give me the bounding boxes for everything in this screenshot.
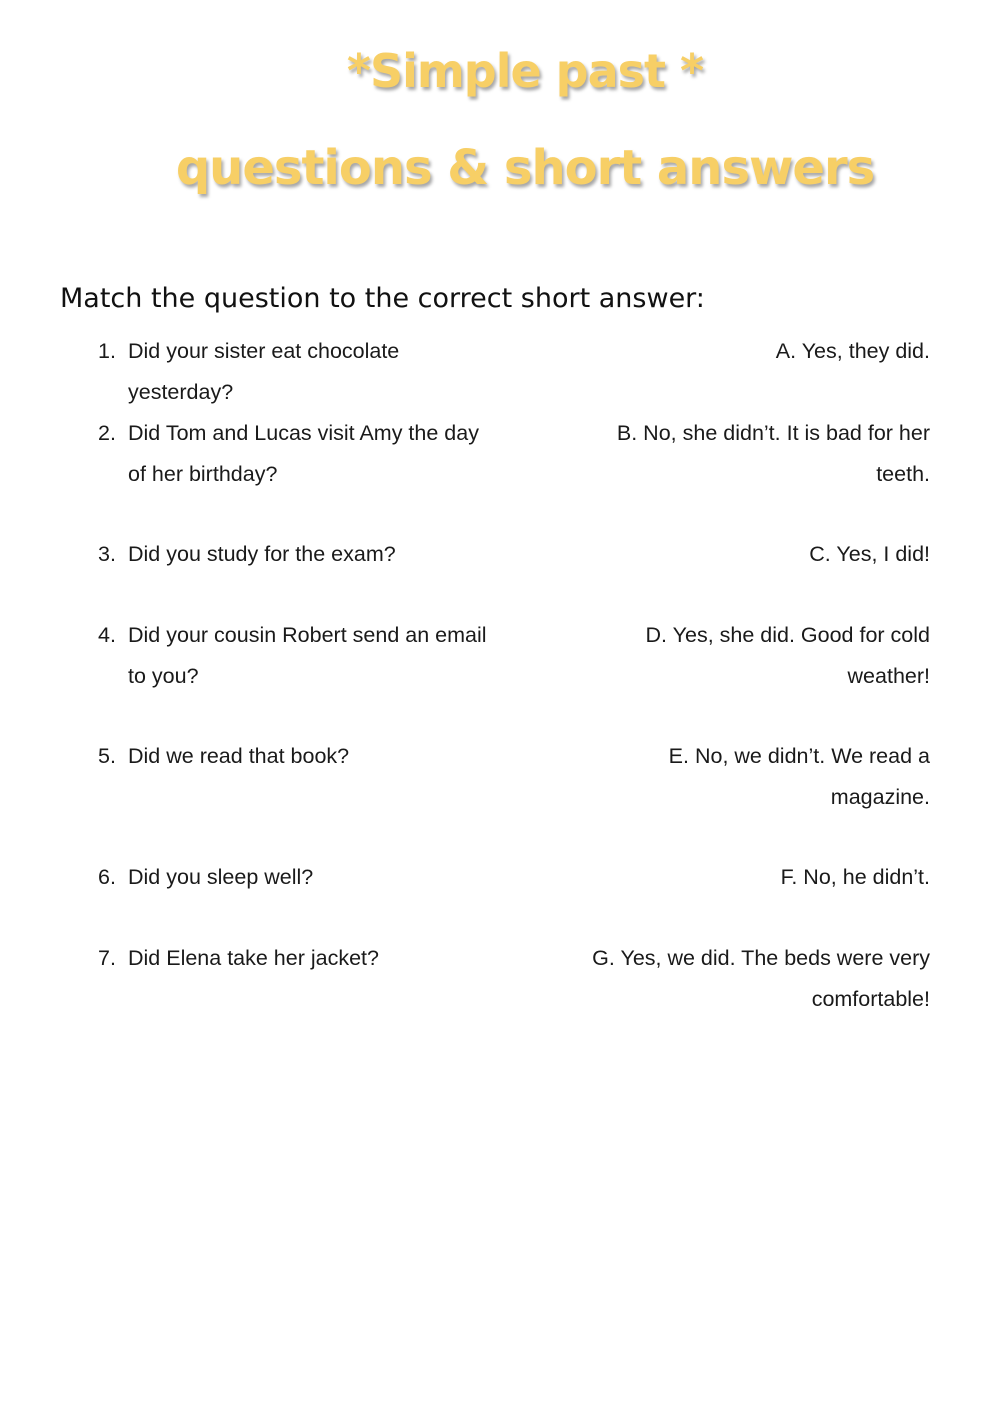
question-number: 4. bbox=[98, 623, 116, 647]
answer-f: F. No, he didn’t. bbox=[780, 865, 930, 889]
question-text: Did your cousin Robert send an email to you? bbox=[128, 623, 487, 688]
answer-e: E. No, we didn’t. We read a magazine. bbox=[668, 744, 930, 809]
question-7 bbox=[98, 938, 498, 979]
question-text: Did you study for the exam? bbox=[128, 542, 396, 566]
question-text: Did your sister eat chocolate yesterday? bbox=[128, 339, 400, 404]
question-number: 2. bbox=[98, 421, 116, 445]
question-5 bbox=[98, 736, 498, 777]
question-text: Did we read that book? bbox=[128, 744, 350, 768]
answer-d: D. Yes, she did. Good for cold weather! bbox=[645, 623, 930, 688]
question-3 bbox=[98, 534, 498, 575]
question-1 bbox=[98, 331, 498, 413]
answer-b: B. No, she didn’t. It is bad for her teeth. bbox=[616, 421, 930, 486]
question-number: 5. bbox=[98, 744, 116, 768]
question-text: Did you sleep well? bbox=[128, 865, 314, 889]
answer-g: G. Yes, we did. The beds were very comfortable! bbox=[592, 946, 930, 1011]
question-number: 1. bbox=[98, 339, 116, 363]
worksheet-title-line-2: questions & short answers bbox=[175, 140, 875, 196]
question-2 bbox=[98, 413, 498, 495]
answer-a: A. Yes, they did. bbox=[775, 339, 930, 363]
worksheet-title-line-1: *Simple past * bbox=[346, 44, 704, 98]
question-6 bbox=[98, 857, 498, 898]
question-number: 6. bbox=[98, 865, 116, 889]
question-text: Did Elena take her jacket? bbox=[128, 946, 379, 970]
answer-c: C. Yes, I did! bbox=[809, 542, 930, 566]
question-4 bbox=[98, 615, 498, 697]
instruction-text: Match the question to the correct short answer: bbox=[60, 283, 705, 314]
question-text: Did Tom and Lucas visit Amy the day of her birthday? bbox=[128, 421, 479, 486]
question-number: 7. bbox=[98, 946, 116, 970]
question-number: 3. bbox=[98, 542, 116, 566]
